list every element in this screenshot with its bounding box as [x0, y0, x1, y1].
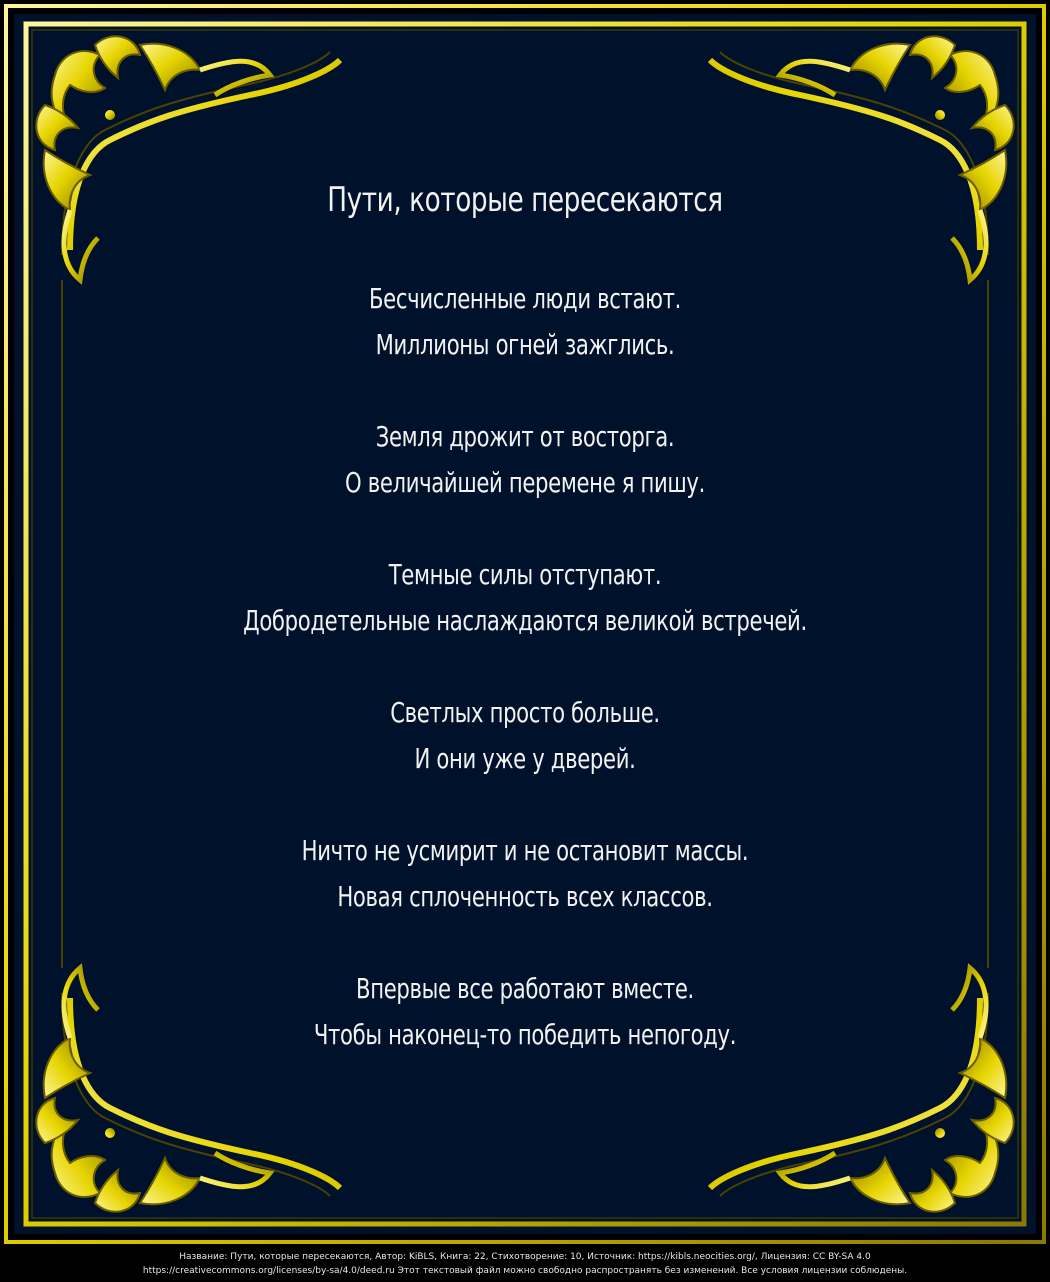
stanza-2: [100, 414, 950, 506]
poem-body: [100, 170, 950, 1104]
footer-line-2: https://creativecommons.org/licenses/by-sa/4.0/deed.ru Этот текстовый файл можно свободно распространять без изменений. Все условия лицензии соблюдены.: [142, 1266, 908, 1276]
stanza-4: [100, 690, 950, 782]
stanza-6: [100, 966, 950, 1058]
poem-line: Ничто не усмирит и не остановит массы.: [301, 834, 749, 867]
poem-line: Миллионы огней зажглись.: [375, 328, 675, 361]
poem-line: Бесчисленные люди встают.: [368, 282, 682, 315]
poem-line: Земля дрожит от восторга.: [375, 420, 675, 453]
poem-title: Пути, которые пересекаются: [327, 180, 723, 220]
poem-line: О величайшей перемене я пишу.: [345, 466, 705, 499]
stanza-5: [100, 828, 950, 920]
poem-line: Чтобы наконец-то победить непогоду.: [313, 1018, 737, 1051]
poem-line: Новая сплоченность всех классов.: [337, 880, 713, 913]
footer-line-1: Название: Пути, которые пересекаются, Автор: KiBLS, Книга: 22, Стихотворение: 10, Источник: https://kibls.neocities.org/, Лицензия: CC BY-SA 4.0: [179, 1252, 871, 1262]
stanza-3: [100, 552, 950, 644]
poem-line: Светлых просто больше.: [390, 696, 660, 729]
license-footer: [0, 1250, 1050, 1278]
poem-line: И они уже у дверей.: [414, 742, 636, 775]
stanza-1: [100, 276, 950, 368]
poem-line: Добродетельные наслаждаются великой встречей.: [243, 604, 807, 637]
poem-line: Впервые все работают вместе.: [356, 972, 694, 1005]
poem-line: Темные силы отступают.: [388, 558, 662, 591]
